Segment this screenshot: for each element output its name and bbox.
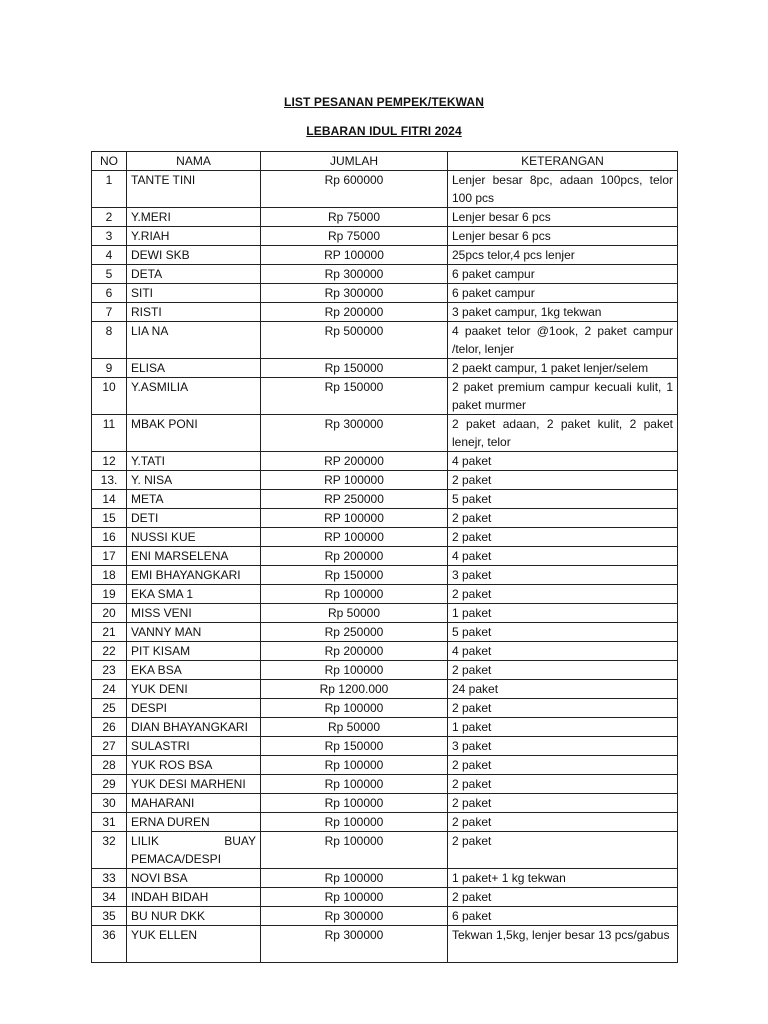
row-no: 24: [92, 680, 127, 699]
row-keterangan: 1 paket: [448, 718, 678, 737]
table-row: [92, 303, 678, 322]
row-keterangan: 6 paket campur: [448, 284, 678, 303]
row-jumlah: RP 100000: [261, 471, 448, 490]
table-row: [92, 359, 678, 378]
row-keterangan: 1 paket+ 1 kg tekwan: [448, 869, 678, 888]
row-nama: LIA NA: [127, 322, 261, 359]
table-row: [92, 813, 678, 832]
row-no: 20: [92, 604, 127, 623]
row-keterangan: 3 paket: [448, 566, 678, 585]
row-nama: YUK DESI MARHENI: [127, 775, 261, 794]
row-nama: EKA BSA: [127, 661, 261, 680]
row-jumlah: Rp 300000: [261, 415, 448, 452]
row-no: 3: [92, 227, 127, 246]
row-nama: MBAK PONI: [127, 415, 261, 452]
document-title: LIST PESANAN PEMPEK/TEKWAN: [284, 95, 484, 109]
table-row: [92, 661, 678, 680]
row-jumlah: Rp 300000: [261, 284, 448, 303]
row-keterangan: 2 paket: [448, 888, 678, 907]
row-no: 33: [92, 869, 127, 888]
row-keterangan: 24 paket: [448, 680, 678, 699]
row-jumlah: Rp 300000: [261, 265, 448, 284]
row-nama: YUK ELLEN: [127, 926, 261, 963]
table-row: [92, 246, 678, 265]
row-jumlah: Rp 150000: [261, 359, 448, 378]
row-jumlah: RP 250000: [261, 490, 448, 509]
row-no: 13.: [92, 471, 127, 490]
row-no: 21: [92, 623, 127, 642]
row-no: 8: [92, 322, 127, 359]
row-jumlah: Rp 200000: [261, 642, 448, 661]
row-keterangan: 6 paket: [448, 907, 678, 926]
row-no: 5: [92, 265, 127, 284]
row-nama: Y.RIAH: [127, 227, 261, 246]
row-keterangan: 3 paket: [448, 737, 678, 756]
row-nama: INDAH BIDAH: [127, 888, 261, 907]
row-jumlah: Rp 75000: [261, 208, 448, 227]
table-row: [92, 490, 678, 509]
table-row: [92, 775, 678, 794]
row-no: 26: [92, 718, 127, 737]
table-row: [92, 756, 678, 775]
row-nama: ELISA: [127, 359, 261, 378]
row-no: 6: [92, 284, 127, 303]
row-nama: ERNA DUREN: [127, 813, 261, 832]
row-no: 10: [92, 378, 127, 415]
row-jumlah: Rp 100000: [261, 869, 448, 888]
table-row: [92, 699, 678, 718]
table-row: [92, 265, 678, 284]
row-jumlah: Rp 100000: [261, 585, 448, 604]
table-row: [92, 208, 678, 227]
row-keterangan: 2 paket: [448, 471, 678, 490]
row-jumlah: Rp 100000: [261, 756, 448, 775]
row-nama: YUK DENI: [127, 680, 261, 699]
row-jumlah: Rp 75000: [261, 227, 448, 246]
row-no: 23: [92, 661, 127, 680]
row-no: 30: [92, 794, 127, 813]
table-row: [92, 680, 678, 699]
table-row: [92, 284, 678, 303]
row-jumlah: RP 200000: [261, 452, 448, 471]
row-jumlah: Rp 50000: [261, 604, 448, 623]
row-nama: Y.TATI: [127, 452, 261, 471]
row-no: 35: [92, 907, 127, 926]
row-keterangan: 25pcs telor,4 pcs lenjer: [448, 246, 678, 265]
table-row: [92, 623, 678, 642]
row-no: 19: [92, 585, 127, 604]
row-keterangan: 2 paket: [448, 509, 678, 528]
table-row: [92, 718, 678, 737]
table-row: [92, 869, 678, 888]
row-no: 4: [92, 246, 127, 265]
row-nama: MAHARANI: [127, 794, 261, 813]
row-jumlah: RP 100000: [261, 528, 448, 547]
row-no: 22: [92, 642, 127, 661]
row-no: 25: [92, 699, 127, 718]
row-no: 27: [92, 737, 127, 756]
row-keterangan: 2 paekt campur, 1 paket lenjer/selem: [448, 359, 678, 378]
row-keterangan: 4 paket: [448, 452, 678, 471]
row-jumlah: Rp 150000: [261, 566, 448, 585]
row-keterangan: Lenjer besar 6 pcs: [448, 227, 678, 246]
row-jumlah: Rp 1200.000: [261, 680, 448, 699]
row-keterangan: 2 paket: [448, 794, 678, 813]
row-no: 32: [92, 832, 127, 869]
row-no: 2: [92, 208, 127, 227]
row-keterangan: 2 paket: [448, 699, 678, 718]
table-row: [92, 566, 678, 585]
row-keterangan: 4 paket: [448, 642, 678, 661]
table-row: [92, 888, 678, 907]
row-nama: DIAN BHAYANGKARI: [127, 718, 261, 737]
row-keterangan: 2 paket: [448, 775, 678, 794]
table-body: [92, 171, 678, 963]
row-keterangan: 4 paaket telor @1ook, 2 paket campur /telor, lenjer: [448, 322, 678, 359]
row-jumlah: Rp 100000: [261, 775, 448, 794]
row-keterangan: Tekwan 1,5kg, lenjer besar 13 pcs/gabus: [448, 926, 678, 963]
row-no: 31: [92, 813, 127, 832]
row-keterangan: 2 paket adaan, 2 paket kulit, 2 paket lenejr, telor: [448, 415, 678, 452]
row-nama: YUK ROS BSA: [127, 756, 261, 775]
row-nama: EMI BHAYANGKARI: [127, 566, 261, 585]
row-no: 36: [92, 926, 127, 963]
row-no: 28: [92, 756, 127, 775]
row-nama: EKA SMA 1: [127, 585, 261, 604]
row-jumlah: Rp 200000: [261, 547, 448, 566]
row-jumlah: Rp 600000: [261, 171, 448, 208]
row-jumlah: RP 100000: [261, 246, 448, 265]
row-keterangan: 1 paket: [448, 604, 678, 623]
document-subtitle: LEBARAN IDUL FITRI 2024: [306, 124, 462, 138]
row-no: 1: [92, 171, 127, 208]
row-keterangan: Lenjer besar 6 pcs: [448, 208, 678, 227]
row-nama: ENI MARSELENA: [127, 547, 261, 566]
row-jumlah: Rp 50000: [261, 718, 448, 737]
row-jumlah: Rp 500000: [261, 322, 448, 359]
row-keterangan: 6 paket campur: [448, 265, 678, 284]
row-no: 7: [92, 303, 127, 322]
header-jumlah: JUMLAH: [261, 152, 448, 171]
row-nama: Y.MERI: [127, 208, 261, 227]
row-nama: NUSSI KUE: [127, 528, 261, 547]
header-keterangan: KETERANGAN: [448, 152, 678, 171]
table-header-row: [92, 152, 678, 171]
table-row: [92, 227, 678, 246]
row-keterangan: Lenjer besar 8pc, adaan 100pcs, telor 100 pcs: [448, 171, 678, 208]
table-row: [92, 642, 678, 661]
row-nama: NOVI BSA: [127, 869, 261, 888]
row-keterangan: 5 paket: [448, 623, 678, 642]
table-row: [92, 907, 678, 926]
row-no: 17: [92, 547, 127, 566]
table-row: [92, 171, 678, 208]
table-row: [92, 604, 678, 623]
row-keterangan: 2 paket: [448, 756, 678, 775]
row-no: 16: [92, 528, 127, 547]
row-jumlah: Rp 100000: [261, 661, 448, 680]
table-row: [92, 415, 678, 452]
table-row: [92, 471, 678, 490]
row-nama: BU NUR DKK: [127, 907, 261, 926]
row-jumlah: Rp 100000: [261, 699, 448, 718]
header-no: NO: [92, 152, 127, 171]
orders-table: [91, 151, 678, 963]
row-keterangan: 2 paket: [448, 528, 678, 547]
row-no: 15: [92, 509, 127, 528]
row-nama: LILIK BUAY PEMACA/DESPI: [127, 832, 261, 869]
row-nama: Y.ASMILIA: [127, 378, 261, 415]
row-jumlah: Rp 100000: [261, 888, 448, 907]
row-nama: SITI: [127, 284, 261, 303]
row-nama: TANTE TINI: [127, 171, 261, 208]
row-no: 9: [92, 359, 127, 378]
table-row: [92, 794, 678, 813]
table-row: [92, 547, 678, 566]
row-keterangan: 2 paket: [448, 661, 678, 680]
row-no: 14: [92, 490, 127, 509]
row-nama: SULASTRI: [127, 737, 261, 756]
row-no: 34: [92, 888, 127, 907]
row-nama: DESPI: [127, 699, 261, 718]
row-nama: DEWI SKB: [127, 246, 261, 265]
header-nama: NAMA: [127, 152, 261, 171]
table-row: [92, 378, 678, 415]
row-keterangan: 4 paket: [448, 547, 678, 566]
row-keterangan: 5 paket: [448, 490, 678, 509]
row-jumlah: Rp 150000: [261, 378, 448, 415]
row-jumlah: Rp 200000: [261, 303, 448, 322]
row-jumlah: Rp 250000: [261, 623, 448, 642]
row-nama: MISS VENI: [127, 604, 261, 623]
row-jumlah: Rp 300000: [261, 926, 448, 963]
row-keterangan: 2 paket: [448, 813, 678, 832]
table-row: [92, 509, 678, 528]
row-nama: VANNY MAN: [127, 623, 261, 642]
row-jumlah: Rp 100000: [261, 832, 448, 869]
table-row: [92, 585, 678, 604]
row-keterangan: 2 paket: [448, 832, 678, 869]
row-no: 12: [92, 452, 127, 471]
table-row: [92, 528, 678, 547]
row-nama: Y. NISA: [127, 471, 261, 490]
table-row: [92, 926, 678, 963]
row-keterangan: 2 paket: [448, 585, 678, 604]
row-jumlah: Rp 300000: [261, 907, 448, 926]
row-nama: RISTI: [127, 303, 261, 322]
row-no: 29: [92, 775, 127, 794]
row-jumlah: Rp 100000: [261, 794, 448, 813]
table-row: [92, 322, 678, 359]
row-no: 18: [92, 566, 127, 585]
row-no: 11: [92, 415, 127, 452]
row-nama: DETA: [127, 265, 261, 284]
table-row: [92, 452, 678, 471]
table-row: [92, 832, 678, 869]
row-jumlah: Rp 100000: [261, 813, 448, 832]
row-nama: DETI: [127, 509, 261, 528]
row-nama: META: [127, 490, 261, 509]
row-keterangan: 3 paket campur, 1kg tekwan: [448, 303, 678, 322]
row-keterangan: 2 paket premium campur kecuali kulit, 1 paket murmer: [448, 378, 678, 415]
row-nama: PIT KISAM: [127, 642, 261, 661]
table-row: [92, 737, 678, 756]
row-jumlah: RP 100000: [261, 509, 448, 528]
row-jumlah: Rp 150000: [261, 737, 448, 756]
